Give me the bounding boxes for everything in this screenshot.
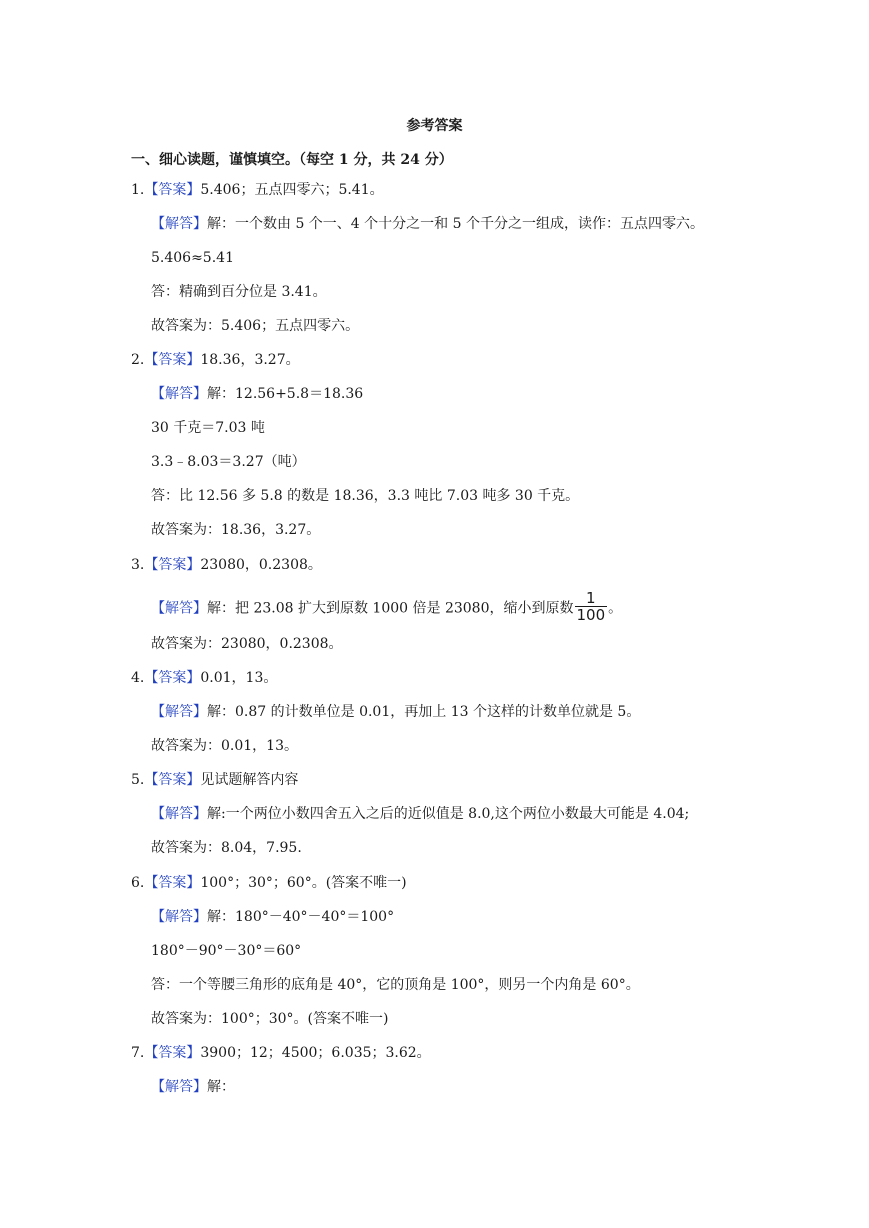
q5-answer-line <box>131 771 298 789</box>
answer-tag: 【答案】 <box>144 670 201 686</box>
q3-solution-line <box>151 589 623 625</box>
solution-tag: 【解答】 <box>151 704 207 720</box>
q7-answer-line <box>131 1044 431 1062</box>
section-heading: 一、细心读题，谨慎填空。（每空 1 分，共 24 分） <box>131 152 453 168</box>
q2-solution-line <box>151 385 363 403</box>
answer-tag: 【答案】 <box>144 1045 201 1061</box>
fraction-numerator: 1 <box>575 590 608 607</box>
q5-solution-line <box>151 805 689 823</box>
solution-tag: 【解答】 <box>151 216 207 232</box>
q4-solution: 解：0.87 的计数单位是 0.01，再加上 13 个这样的计数单位就是 5。 <box>207 704 641 720</box>
q2-number: 2. <box>131 352 145 368</box>
q3-answer-line <box>131 556 322 574</box>
fraction-denominator: 100 <box>576 606 606 624</box>
fraction <box>575 590 608 623</box>
q6-answer: 100°；30°；60°。(答案不唯一) <box>200 875 407 891</box>
q7-solution: 解： <box>207 1079 235 1095</box>
q5-solution: 解:一个两位小数四舍五入之后的近似值是 8.0,这个两位小数最大可能是 4.04; <box>207 806 690 822</box>
answer-tag: 【答案】 <box>144 875 201 891</box>
q7-solution-line <box>151 1078 235 1096</box>
q6-conclusion: 答：一个等腰三角形的底角是 40°，它的顶角是 100°，则另一个内角是 60°。 <box>151 977 640 993</box>
q1-answer-line <box>131 181 384 199</box>
q6-solution-line <box>151 908 394 926</box>
solution-tag: 【解答】 <box>151 1079 207 1095</box>
solution-tag: 【解答】 <box>151 909 207 925</box>
q4-solution-line <box>151 703 640 721</box>
q3-number: 3. <box>131 557 145 573</box>
q6-final: 故答案为：100°；30°。(答案不唯一) <box>151 1011 389 1027</box>
q5-final: 故答案为：8.04，7.95. <box>151 840 302 856</box>
page-title: 参考答案 <box>406 118 463 134</box>
q4-answer-line <box>131 669 277 687</box>
solution-tag: 【解答】 <box>151 386 207 402</box>
q2-conclusion: 答：比 12.56 多 5.8 的数是 18.36，3.3 吨比 7.03 吨多 30 千克。 <box>151 488 580 504</box>
q5-number: 5. <box>131 772 145 788</box>
q2-step: 3.3﹣8.03＝3.27（吨） <box>151 454 306 470</box>
q6-step: 180°－90°－30°＝60° <box>151 943 302 959</box>
q1-conclusion: 答：精确到百分位是 3.41。 <box>151 284 327 300</box>
q2-solution: 解：12.56+5.8＝18.36 <box>207 386 364 402</box>
q6-answer-line <box>131 874 407 892</box>
q6-solution: 解：180°－40°－40°＝100° <box>207 909 395 925</box>
answer-tag: 【答案】 <box>144 182 201 198</box>
answer-tag: 【答案】 <box>144 557 201 573</box>
q2-final: 故答案为：18.36，3.27。 <box>151 522 321 538</box>
q4-number: 4. <box>131 670 145 686</box>
q3-solution: 解：把 23.08 扩大到原数 1000 倍是 23080，缩小到原数 <box>207 600 574 617</box>
q2-answer-line <box>131 351 300 369</box>
q4-answer: 0.01，13。 <box>200 670 278 686</box>
q1-solution: 解：一个数由 5 个一、4 个十分之一和 5 个千分之一组成，读作：五点四零六。 <box>207 216 704 232</box>
solution-tag: 【解答】 <box>151 600 207 617</box>
q1-step: 5.406≈5.41 <box>151 250 234 266</box>
answer-tag: 【答案】 <box>144 772 201 788</box>
q1-answer: 5.406；五点四零六；5.41。 <box>200 182 384 198</box>
q3-answer: 23080，0.2308。 <box>200 557 322 573</box>
solution-tag: 【解答】 <box>151 806 207 822</box>
q1-solution-line <box>151 215 704 233</box>
q3-solution-end: 。 <box>608 600 623 617</box>
q2-answer: 18.36，3.27。 <box>200 352 300 368</box>
q1-number: 1. <box>131 182 145 198</box>
q3-final: 故答案为：23080，0.2308。 <box>151 636 343 652</box>
q2-step: 30 千克＝7.03 吨 <box>151 420 265 436</box>
q1-final: 故答案为：5.406；五点四零六。 <box>151 318 360 334</box>
q5-answer: 见试题解答内容 <box>200 772 299 788</box>
q4-final: 故答案为：0.01，13。 <box>151 738 298 754</box>
answer-tag: 【答案】 <box>144 352 201 368</box>
q7-answer: 3900；12；4500；6.035；3.62。 <box>200 1045 431 1061</box>
q6-number: 6. <box>131 875 145 891</box>
q7-number: 7. <box>131 1045 145 1061</box>
